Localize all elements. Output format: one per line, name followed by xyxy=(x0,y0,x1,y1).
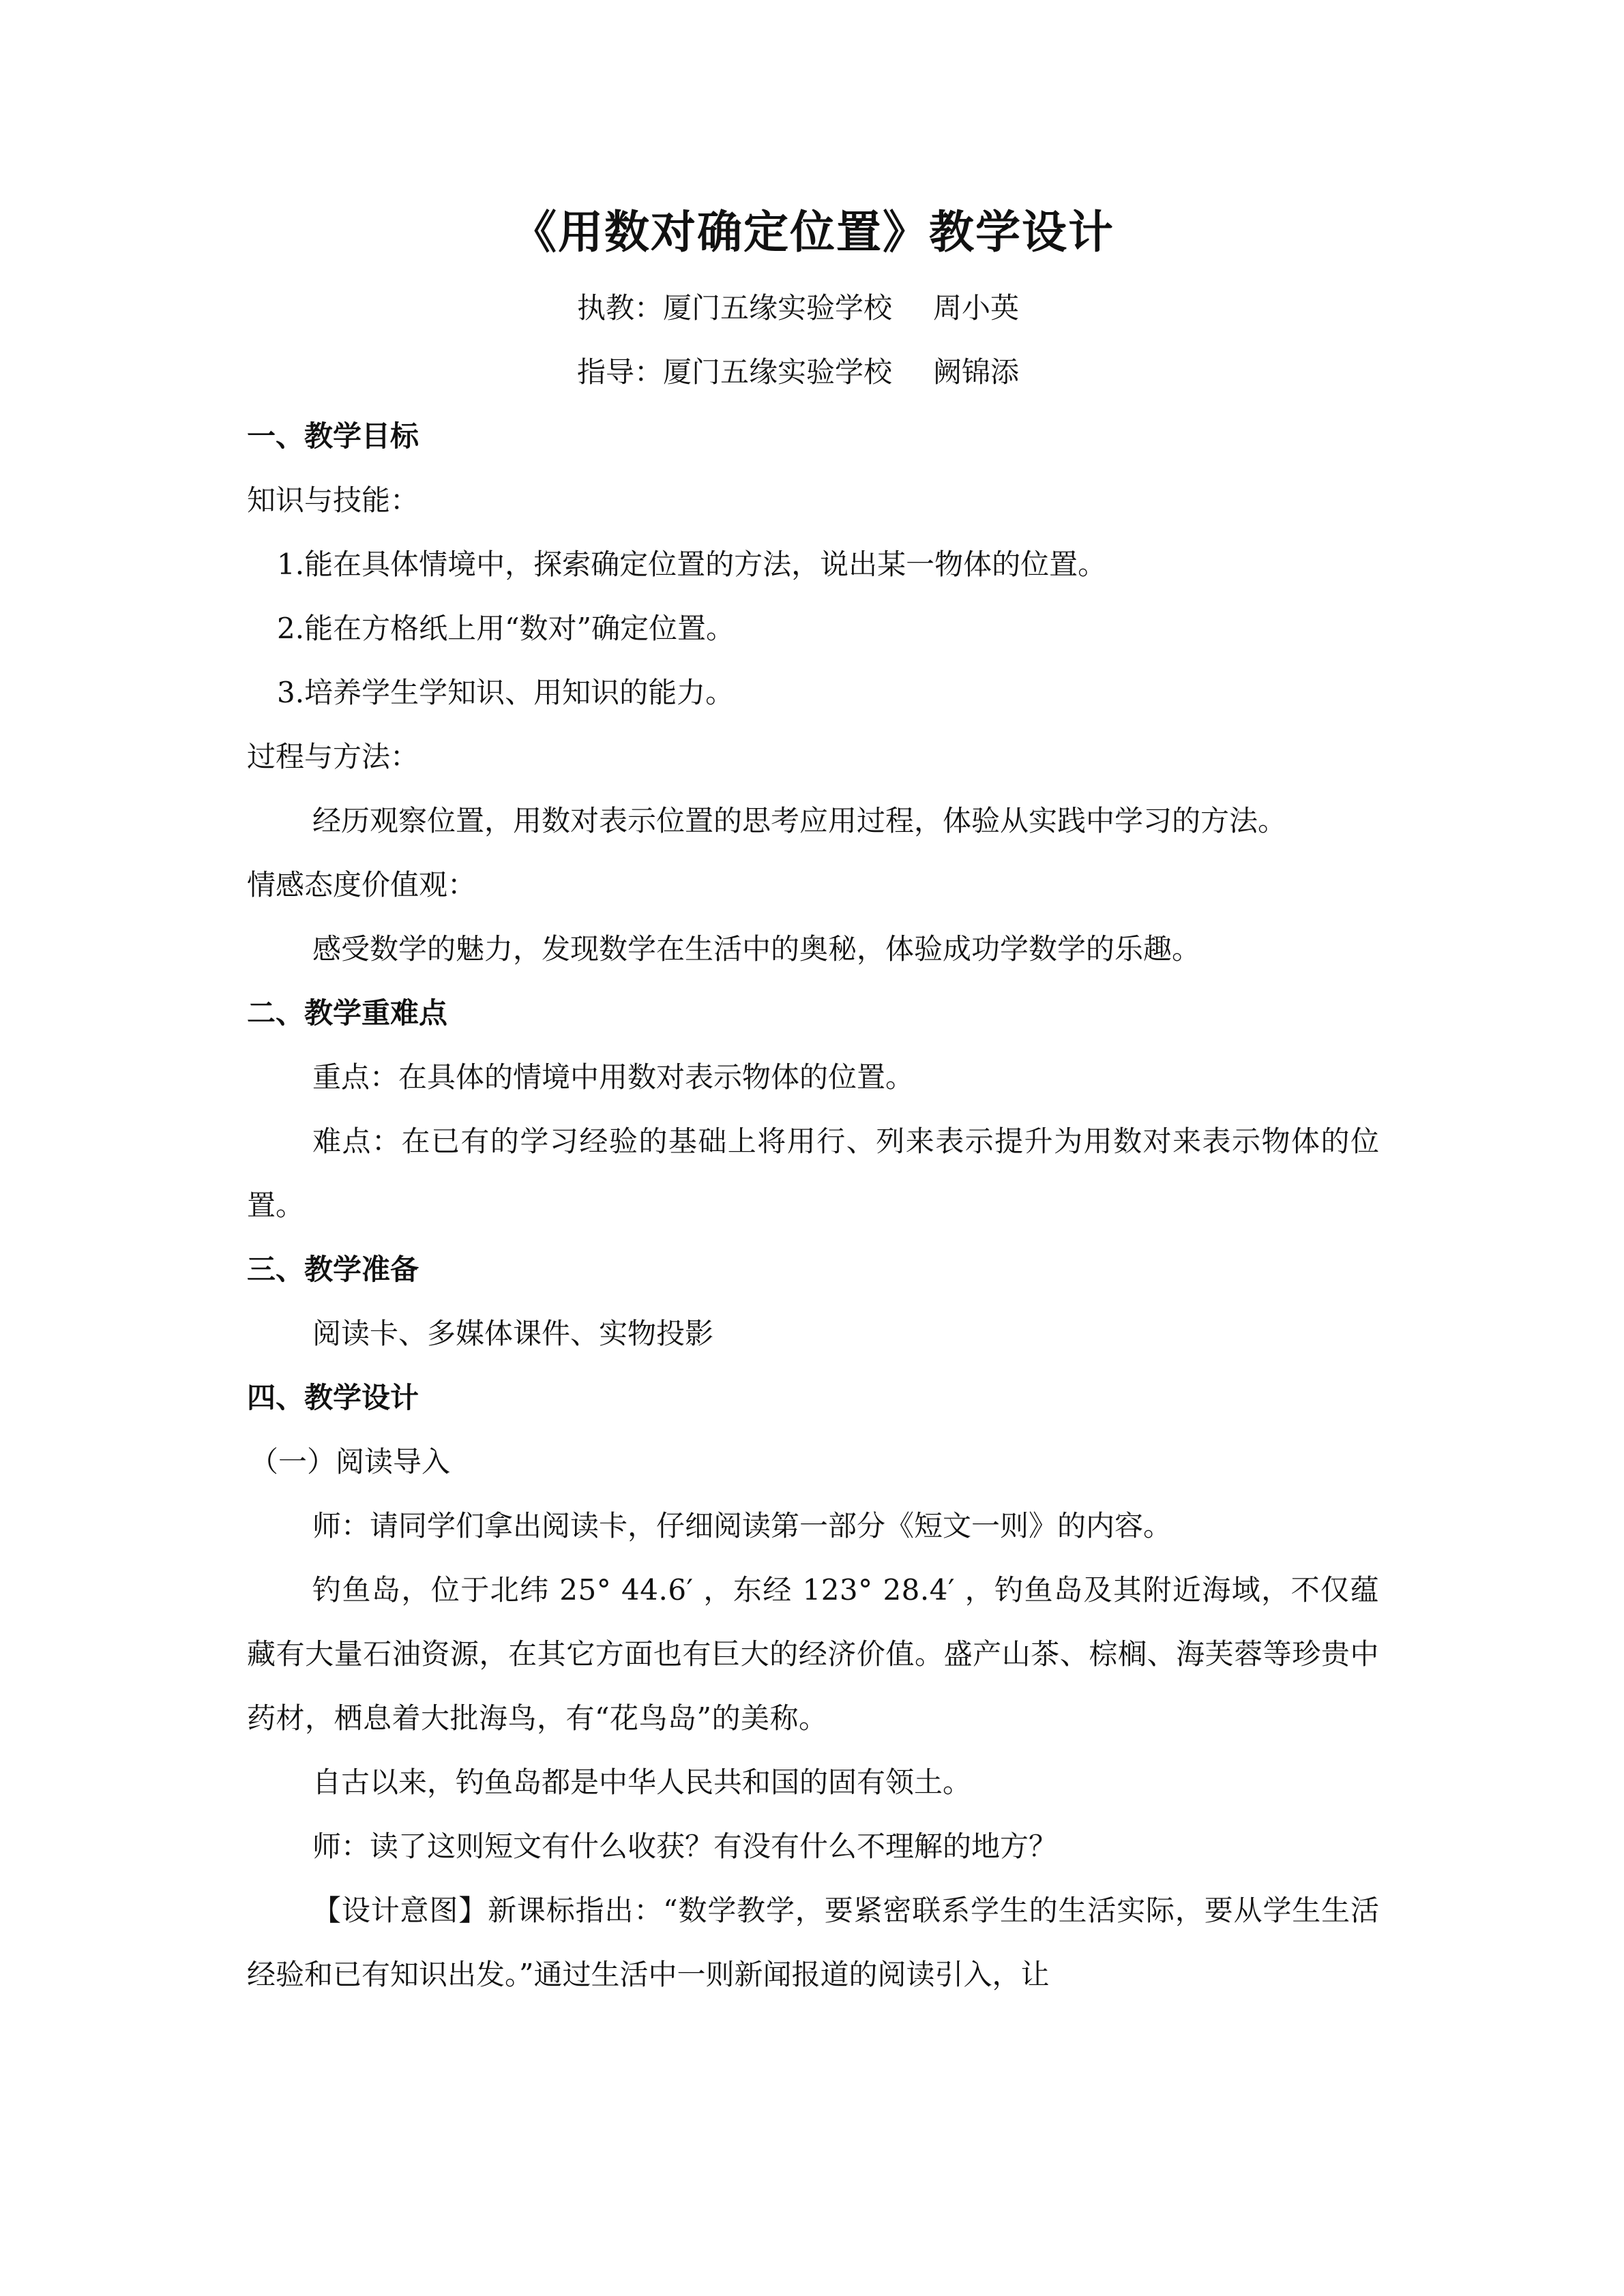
difficult-point-text: 难点：在已有的学习经验的基础上将用行、列来表示提升为用数对来表示物体的位置。 xyxy=(247,1124,1379,1222)
byline-advisor xyxy=(247,340,1379,404)
byline-teacher xyxy=(247,276,1379,340)
teacher-prompt: 师：读了这则短文有什么收获？有没有什么不理解的地方？ xyxy=(312,1830,1058,1863)
byline-teacher-role: 执教：厦门五缘实验学校 xyxy=(577,291,893,325)
section-heading-objectives: 一、教学目标 xyxy=(247,419,419,453)
process-text: 经历观察位置，用数对表示位置的思考应用过程，体验从实践中学习的方法。 xyxy=(312,804,1287,837)
preparation-text: 阅读卡、多媒体课件、实物投影 xyxy=(312,1317,714,1350)
design-intent-paragraph: 【设计意图】新课标指出：“数学教学，要紧密联系学生的生活实际，要从学生生活经验和已有知识出发。”通过生活中一则新闻报道的阅读引入，让 xyxy=(247,1894,1379,1991)
section-heading-design: 四、教学设计 xyxy=(247,1381,419,1414)
section-heading-preparation: 三、教学准备 xyxy=(247,1253,419,1286)
section-heading-key-points: 二、教学重难点 xyxy=(247,996,448,1030)
knowledge-item: 2.能在方格纸上用“数对”确定位置。 xyxy=(277,612,735,645)
document-title: 《用数对确定位置》教学设计 xyxy=(512,205,1114,258)
byline-teacher-name: 周小英 xyxy=(933,291,1020,325)
passage-paragraph: 钓鱼岛，位于北纬 25° 44.6′ ，东经 123° 28.4′ ，钓鱼岛及其附近海域，不仅蕴藏有大量石油资源，在其它方面也有巨大的经济价值。盛产山茶、棕榈、海芙蓉等珍贵中药材，栖息着大批海鸟，有“花鸟岛”的美称。 xyxy=(247,1573,1379,1735)
knowledge-item: 1.能在具体情境中，探索确定位置的方法，说出某一物体的位置。 xyxy=(277,548,1107,581)
byline-advisor-role: 指导：厦门五缘实验学校 xyxy=(577,355,893,389)
process-label: 过程与方法： xyxy=(247,740,419,773)
knowledge-item: 3.培养学生学知识、用知识的能力。 xyxy=(277,676,735,709)
part-label-reading-intro: （一）阅读导入 xyxy=(250,1445,451,1478)
emotion-label: 情感态度价值观： xyxy=(247,868,477,901)
byline-advisor-name: 阙锦添 xyxy=(933,355,1020,389)
passage-paragraph: 自古以来，钓鱼岛都是中华人民共和国的固有领土。 xyxy=(312,1765,972,1799)
document-page xyxy=(247,201,1379,2007)
teacher-prompt: 师：请同学们拿出阅读卡，仔细阅读第一部分《短文一则》的内容。 xyxy=(312,1509,1172,1542)
knowledge-label: 知识与技能： xyxy=(247,483,419,517)
emotion-text: 感受数学的魅力，发现数学在生活中的奥秘，体验成功学数学的乐趣。 xyxy=(312,932,1201,966)
key-point-text: 重点：在具体的情境中用数对表示物体的位置。 xyxy=(312,1060,915,1094)
